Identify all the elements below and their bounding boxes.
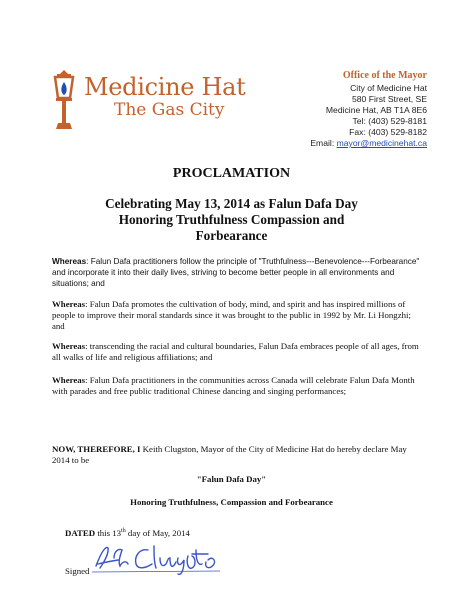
address-line: Medicine Hat, AB T1A 8E6 [325, 105, 427, 115]
paragraph-text: : Falun Dafa practitioners follow the principle of "Truthfulness---Benevolence---Forbearance" and incorporate it into their daily lives, striving to become better people in all environments and situations; and [52, 257, 420, 289]
dated-text: this 13 [95, 528, 122, 538]
dated-text: day of May, 2014 [125, 528, 190, 538]
phone-line: Tel: (403) 529-8181 [352, 116, 427, 126]
whereas-label: Whereas [52, 375, 86, 385]
email-line [310, 138, 427, 149]
address-line: City of Medicine Hat [350, 83, 427, 93]
dated-line [65, 528, 190, 538]
whereas-paragraph-1 [52, 256, 420, 290]
dated-label: DATED [65, 528, 96, 538]
heading-line: Honoring Truthfulness Compassion and [118, 212, 345, 227]
whereas-label: Whereas [52, 341, 86, 351]
paragraph-text: Keith Clugston, Mayor of the City of Medicine Hat do hereby declare May 2014 to be [52, 444, 407, 466]
whereas-paragraph-4 [52, 375, 420, 397]
city-logo [48, 68, 248, 132]
therefore-paragraph [52, 444, 420, 466]
heading-line: Forbearance [195, 228, 268, 243]
whereas-paragraph-2 [52, 299, 420, 333]
street-lamp-icon [48, 68, 80, 132]
signed-label: Signed [65, 566, 90, 576]
office-title: Office of the Mayor [342, 70, 427, 81]
paragraph-text: : Falun Dafa promotes the cultivation of body, mind, and spirit and has inspired millions of people to improve their moral standards since it was brought to the public in 1992 by Mr. Li Hongzhi; and [52, 299, 411, 332]
paragraph-text: : transcending the racial and cultural boundaries, Falun Dafa embraces people of all ages, from all walks of life and religious affiliations; and [52, 341, 419, 363]
whereas-paragraph-3 [52, 341, 420, 363]
proclamation-title: PROCLAMATION [172, 166, 291, 181]
heading-line: Celebrating May 13, 2014 as Falun Dafa Day [105, 196, 358, 211]
therefore-label: NOW, THEREFORE, I [52, 444, 141, 454]
logo-subtitle: The Gas City [114, 100, 225, 120]
email-label: Email: [310, 138, 337, 148]
paragraph-text: : Falun Dafa practitioners in the communities across Canada will celebrate Falun Dafa Month with parades and free public traditional Chinese dancing and singing performances; [52, 375, 415, 397]
whereas-label: Whereas [52, 299, 86, 309]
logo-title: Medicine Hat [84, 73, 246, 101]
declaration-title: "Falun Dafa Day" [196, 474, 267, 484]
mayor-signature [92, 540, 222, 576]
email-link[interactable]: mayor@medicinehat.ca [336, 138, 427, 148]
whereas-label: Whereas [52, 257, 87, 266]
dated-suffix: th [121, 528, 126, 535]
honoring-line: Honoring Truthfulness, Compassion and Forbearance [130, 497, 333, 507]
fax-line: Fax: (403) 529-8182 [349, 127, 427, 137]
address-line: 580 First Street, SE [352, 94, 427, 104]
office-address-block [310, 70, 427, 149]
proclamation-heading [60, 196, 403, 244]
